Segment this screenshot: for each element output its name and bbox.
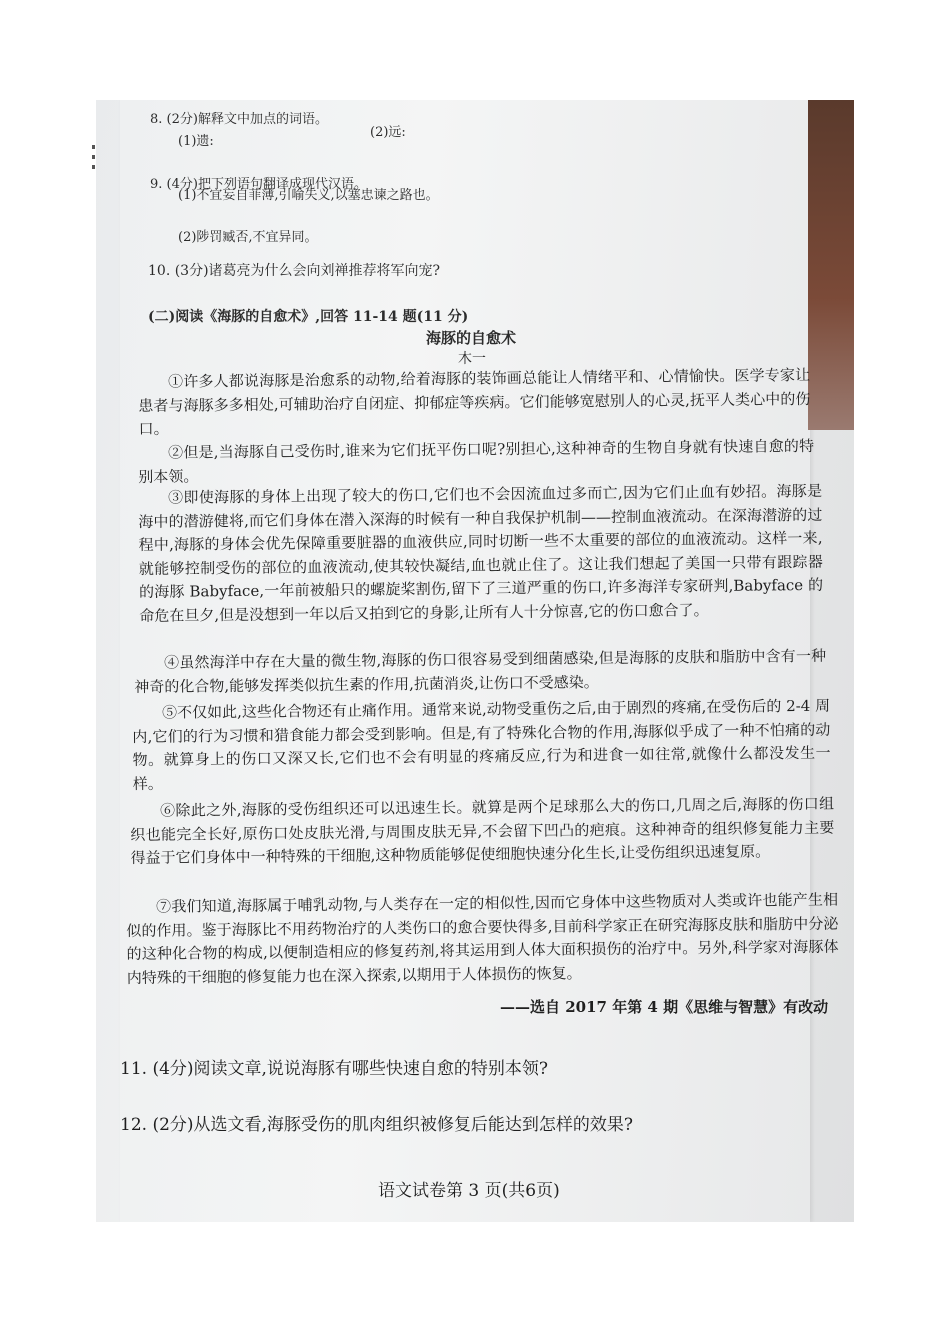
article-author: 木一	[458, 351, 486, 367]
paragraph-5: ⑤不仅如此,这些化合物还有止痛作用。通常来说,动物受重伤之后,由于剧烈的疼痛,在受伤后的 2-4 周内,它们的行为习惯和猎食能力都会受到影响。但是,有了特殊化合物的作用,海豚似乎成了一种不怕痛的动物。就算身上的伤口又深又长,它们也不会有明显的疼痛反应,行为和进食一如往常,就像什么都没发生一样。	[132, 696, 831, 793]
article-title: 海豚的自愈术	[426, 329, 517, 347]
section-heading: (二)阅读《海豚的自愈术》,回答 11-14 题(11 分)	[148, 309, 469, 325]
question-12: 12. (2分)从选文看,海豚受伤的肌肉组织被修复后能达到怎样的效果?	[120, 1115, 634, 1135]
table-edge	[808, 100, 854, 430]
question-8: 8. (2分)解释文中加点的词语。	[150, 112, 328, 127]
paragraph-4: ④虽然海洋中存在大量的微生物,海豚的伤口很容易受到细菌感染,但是海豚的皮肤和脂肪中含有一种神奇的化合物,能够发挥类似抗生素的作用,抗菌消炎,让伤口不受感染。	[134, 646, 827, 696]
question-8-item-1: (1)遗:	[178, 134, 214, 149]
paragraph-3: ③即使海豚的身体上出现了较大的伤口,它们也不会因流血过多而亡,因为它们止血有妙招。海豚是海中的潜游健将,而它们身体在潜入深海的时候有一种自我保护机制——控制血液流动。在深海潜游的过程中,海豚的身体会优先保障重要脏器的血液供应,同时切断一些不太重要的部位的血液流动。这样一来,就能够控制受伤的部位的血液流动,使其较快凝结,血也就止住了。这让我们想起了美国一只带有跟踪器的海豚 Babyface,一年前被船只的螺旋桨割伤,留下了三道严重的伤口,许多海洋专家研判,Babyface 的命危在旦夕,但是没想到一年以后又拍到它的身影,让所有人十分惊喜,它的伤口愈合了。	[138, 481, 824, 625]
page-footer: 语文试卷第 3 页(共6页)	[378, 1181, 560, 1201]
question-11: 11. (4分)阅读文章,说说海豚有哪些快速自愈的特别本领?	[120, 1059, 549, 1079]
question-9: 9. (4分)把下列语句翻译成现代汉语。	[150, 177, 367, 192]
paragraph-7: ⑦我们知道,海豚属于哺乳动物,与人类存在一定的相似性,因而它身体中这些物质对人类或许也能产生相似的作用。鉴于海豚比不用药物治疗的人类伤口的愈合要快得多,目前科学家正在研究海豚皮肤和脂肪中分泌的这种化合物的构成,以便制造相应的修复药剂,将其运用到人体大面积损伤的治疗中。另外,科学家对海豚体内特殊的干细胞的修复能力也在深入探索,以期用于人体损伤的恢复。	[126, 890, 839, 987]
question-9-item-2: (2)陟罚臧否,不宜异同。	[178, 230, 318, 245]
paragraph-2: ②但是,当海豚自己受伤时,谁来为它们抚平伤口呢?别担心,这种神奇的生物自身就有快速自愈的特别本领。	[138, 436, 815, 486]
paragraph-1: ①许多人都说海豚是治愈系的动物,给着海豚的装饰画总能让人情绪平和、心情愉快。医学专家让患者与海豚多多相处,可辅助治疗自闭症、抑郁症等疾病。它们能够宽慰别人的心灵,抚平人类心中的伤口。	[138, 365, 811, 439]
paragraph-6: ⑥除此之外,海豚的受伤组织还可以迅速生长。就算是两个足球那么大的伤口,几周之后,海豚的伤口组织也能完全长好,原伤口处皮肤光滑,与周围皮肤无异,不会留下凹凸的疤痕。这种神奇的组织修复能力主要得益于它们身体中一种特殊的干细胞,这种物质能够促使细胞快速分化生长,让受伤组织迅速复原。	[130, 794, 835, 868]
question-9-item-1: (1)不宜妄自菲薄,引喻失义,以塞忠谏之路也。	[178, 188, 439, 203]
question-8-item-2: (2)远:	[370, 125, 406, 140]
question-10: 10. (3分)诸葛亮为什么会向刘禅推荐将军向宠?	[148, 263, 441, 279]
binding-marks	[92, 145, 98, 175]
source-note: ——选自 2017 年第 4 期《思维与智慧》有改动	[500, 998, 829, 1016]
